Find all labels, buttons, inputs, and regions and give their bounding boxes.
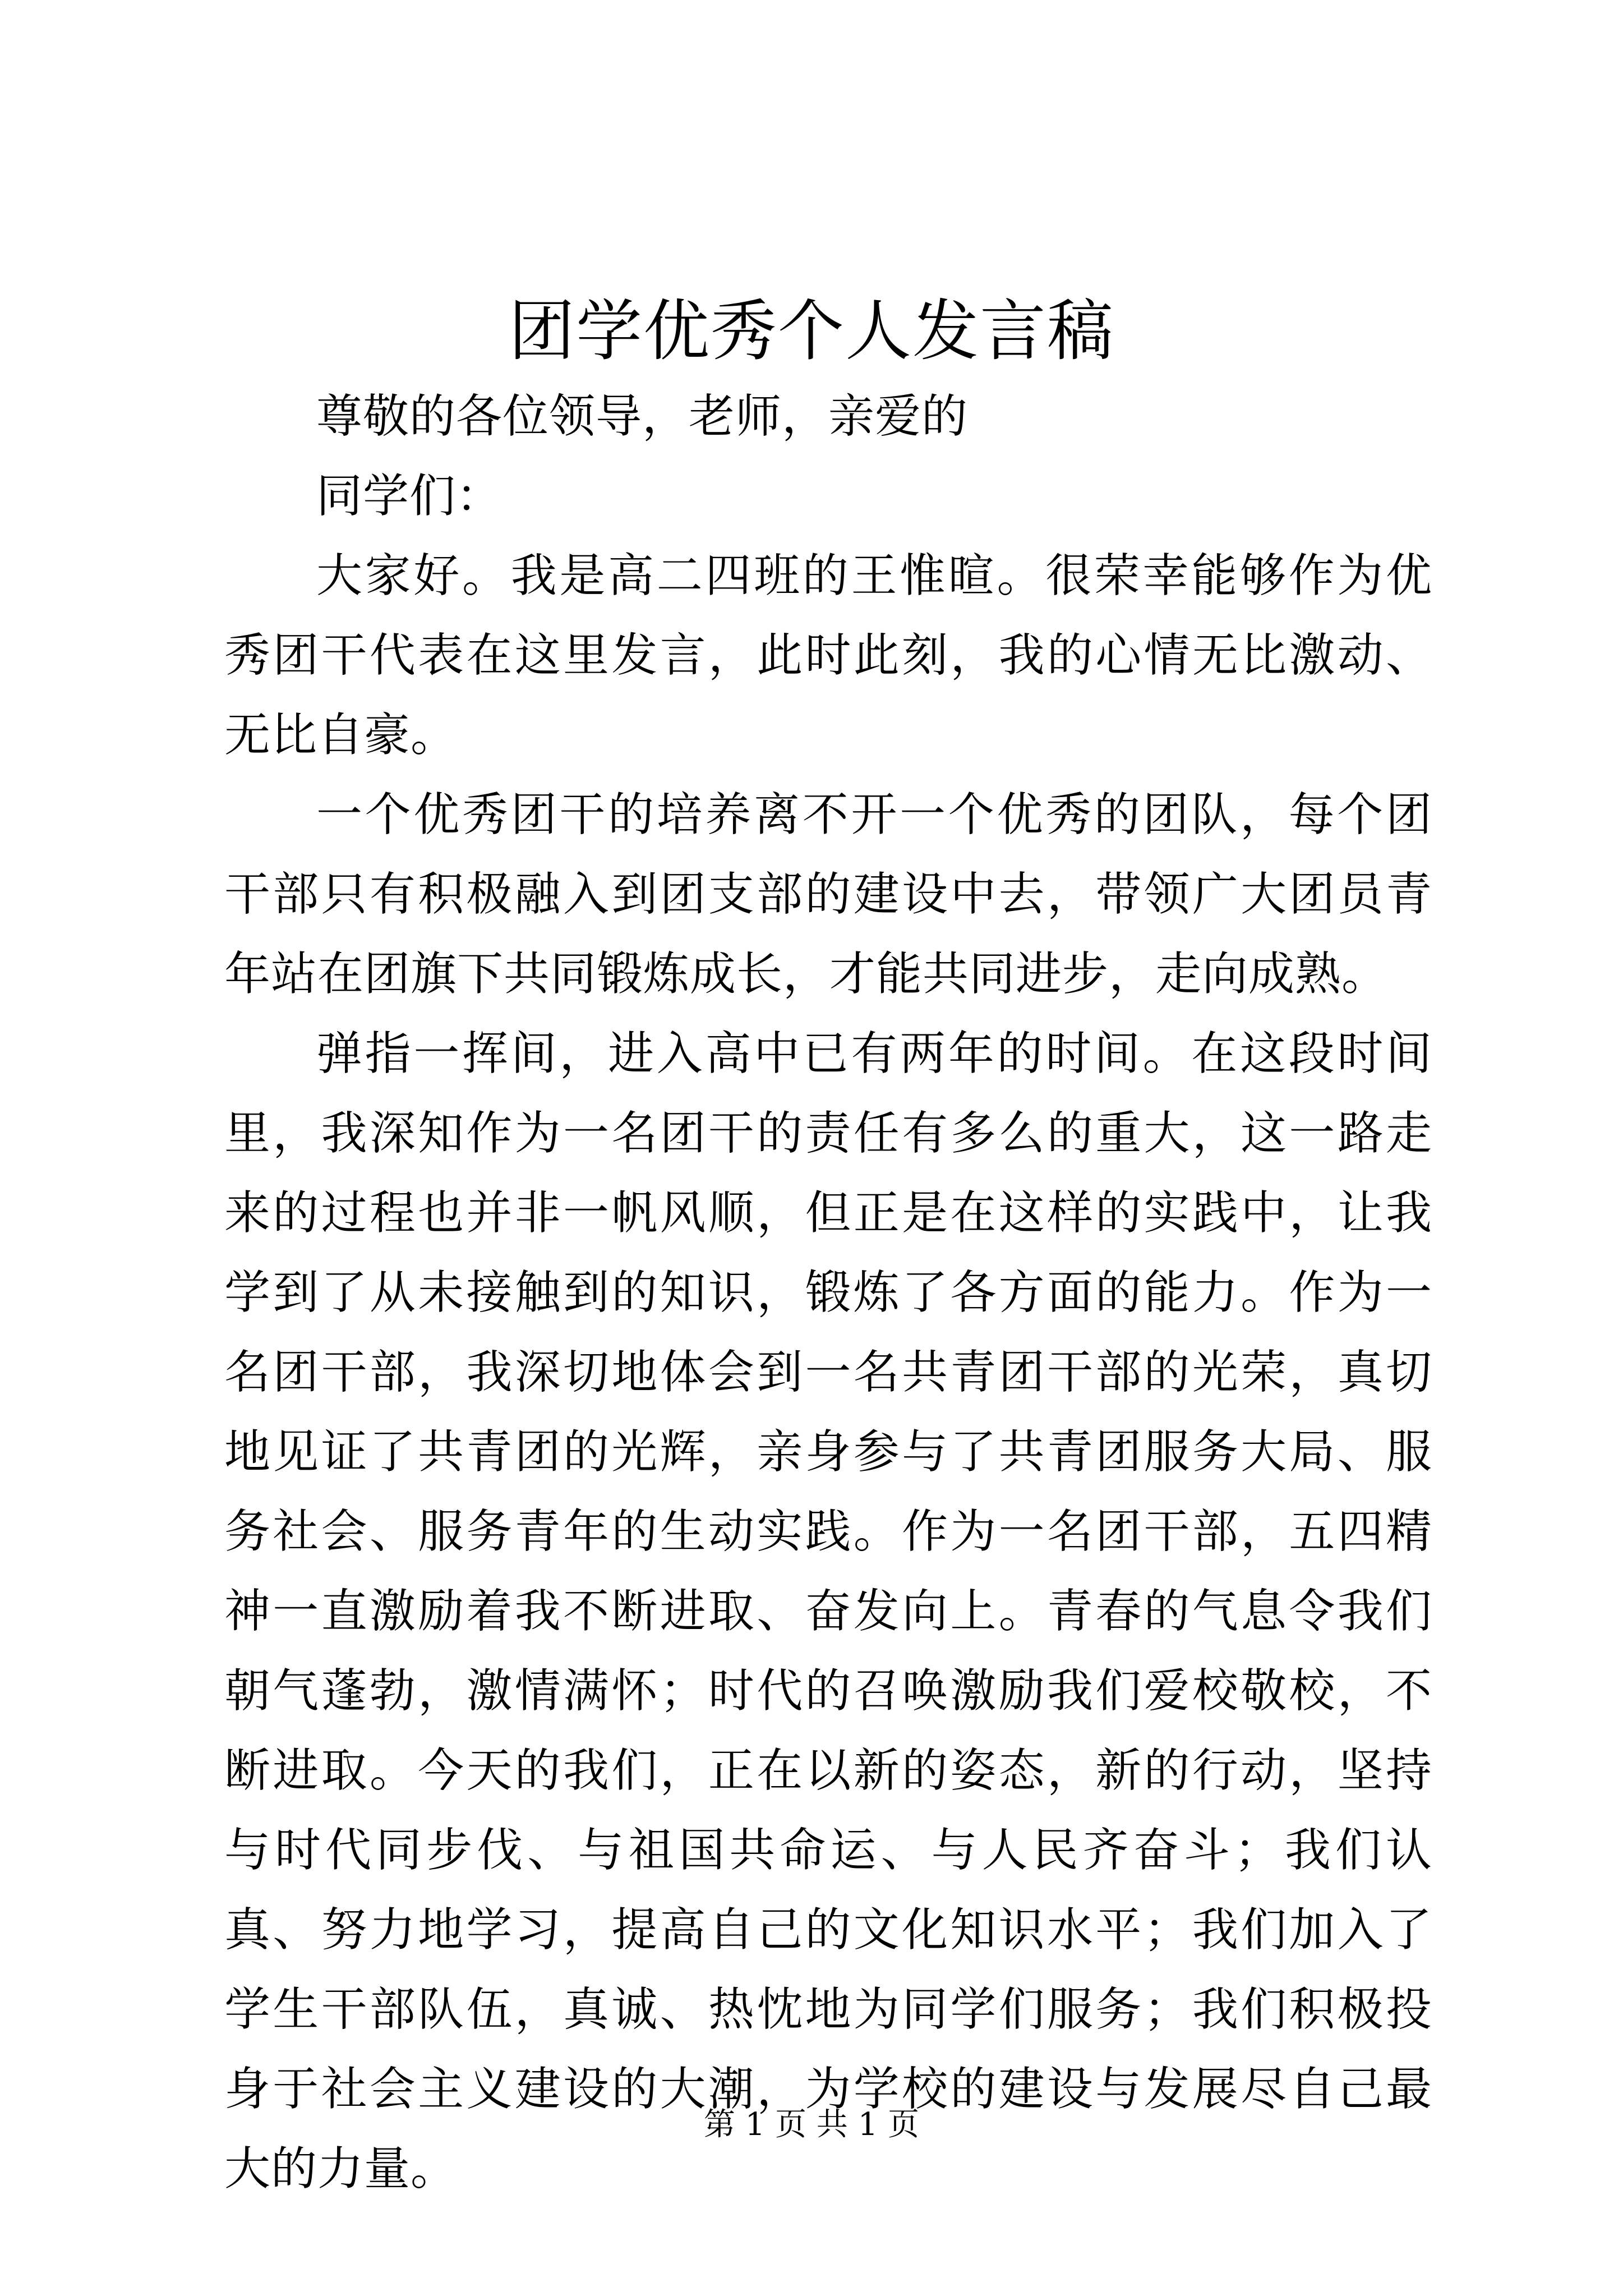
page-footer: 第 1 页 共 1 页 [703, 2106, 920, 2143]
document-title: 团学优秀个人发言稿 [508, 292, 1114, 370]
document-body [224, 377, 1432, 2209]
paragraph-salutation-1: 尊敬的各位领导，老师，亲爱的 [316, 390, 969, 443]
paragraph-experience: 弹指一挥间，进入高中已有两年的时间。在这段时间里，我深知作为一名团干的责任有多么的重大，这一路走来的过程也并非一帆风顺，但正是在这样的实践中，让我学到了从未接触到的知识，锻炼了各方面的能力。作为一名团干部，我深切地体会到一名共青团干部的光荣，真切地见证了共青团的光辉，亲身参与了共青团服务大局、服务社会、服务青年的生动实践。作为一名团干部，五四精神一直激励着我不断进取、奋发向上。青春的气息令我们朝气蓬勃，激情满怀；时代的召唤激励我们爱校敬校，不断进取。今天的我们，正在以新的姿态，新的行动，坚持与时代同步伐、与祖国共命运、与人民齐奋斗；我们认真、努力地学习，提高自己的文化知识水平；我们加入了学生干部队伍，真诚、热忱地为同学们服务；我们积极投身于社会主义建设的大潮，为学校的建设与发展尽自己最大的力量。 [224, 1027, 1432, 2196]
paragraph-greeting: 大家好。我是高二四班的王惟暄。很荣幸能够作为优秀团干代表在这里发言，此时此刻，我的心情无比激动、无比自豪。 [224, 549, 1432, 762]
paragraph-salutation-2: 同学们： [316, 470, 503, 523]
paragraph-team: 一个优秀团干的培养离不开一个优秀的团队，每个团干部只有积极融入到团支部的建设中去，带领广大团员青年站在团旗下共同锻炼成长，才能共同进步，走向成熟。 [224, 788, 1432, 1001]
